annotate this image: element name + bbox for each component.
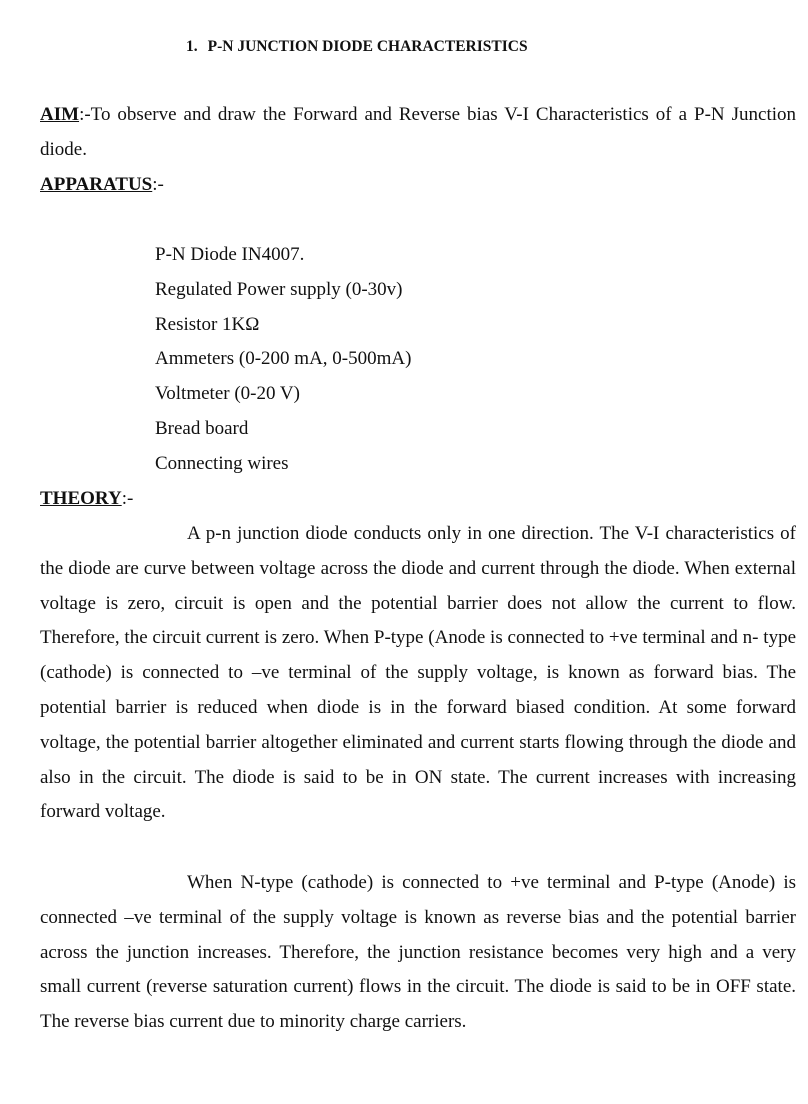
apparatus-separator: :- xyxy=(152,174,164,195)
title-number: 1. xyxy=(186,38,198,55)
list-item: Ammeters (0-200 mA, 0-500mA) xyxy=(155,348,412,370)
list-item: Connecting wires xyxy=(155,452,289,474)
theory-section xyxy=(40,482,133,517)
theory-separator: :- xyxy=(121,488,134,509)
theory-heading: THEORY xyxy=(40,488,122,509)
aim-text: To observe and draw the Forward and Reverse bias V-I Characteristics of a P-N Junction diode. xyxy=(40,104,796,160)
list-item: Resistor 1KΩ xyxy=(155,313,260,335)
apparatus-list xyxy=(155,238,411,482)
list-item: P-N Diode IN4007. xyxy=(155,244,305,265)
theory-paragraph-1: A p-n junction diode conducts only in one direction. The V-I characteristics of the diode are curve between voltage across the diode and current through the diode. When external voltage is zero, circuit is open and the potential barrier does not allow the current to flow. Therefore, the circuit current is zero. When P-type (Anode is connected to +ve terminal and n- type (cathode) is connected to –ve terminal of the supply voltage, is known as forward bias. The potential barrier is reduced when diode is in the forward biased condition. At some forward voltage, the potential barrier altogether eliminated and current starts flowing through the diode and also in the circuit. The diode is said to be in ON state. The current increases with increasing forward voltage. xyxy=(40,523,796,823)
aim-separator: :- xyxy=(79,104,91,125)
apparatus-heading: APPARATUS xyxy=(40,174,153,195)
aim-section xyxy=(40,98,796,168)
list-item: Bread board xyxy=(155,417,249,439)
aim-heading: AIM xyxy=(40,104,80,125)
list-item: Voltmeter (0-20 V) xyxy=(155,383,300,405)
document-title xyxy=(186,38,528,56)
theory-paragraph-2: When N-type (cathode) is connected to +ve terminal and P-type (Anode) is connected –ve terminal of the supply voltage is known as reverse bias and the potential barrier across the junction increases. Therefore, the junction resistance becomes very high and a very small current (reverse saturation current) flows in the circuit. The diode is said to be in OFF state. The reverse bias current due to minority charge carriers. xyxy=(40,872,796,1033)
apparatus-section xyxy=(40,168,164,203)
list-item: Regulated Power supply (0-30v) xyxy=(155,278,403,300)
title-text: P-N JUNCTION DIODE CHARACTERISTICS xyxy=(207,38,528,55)
